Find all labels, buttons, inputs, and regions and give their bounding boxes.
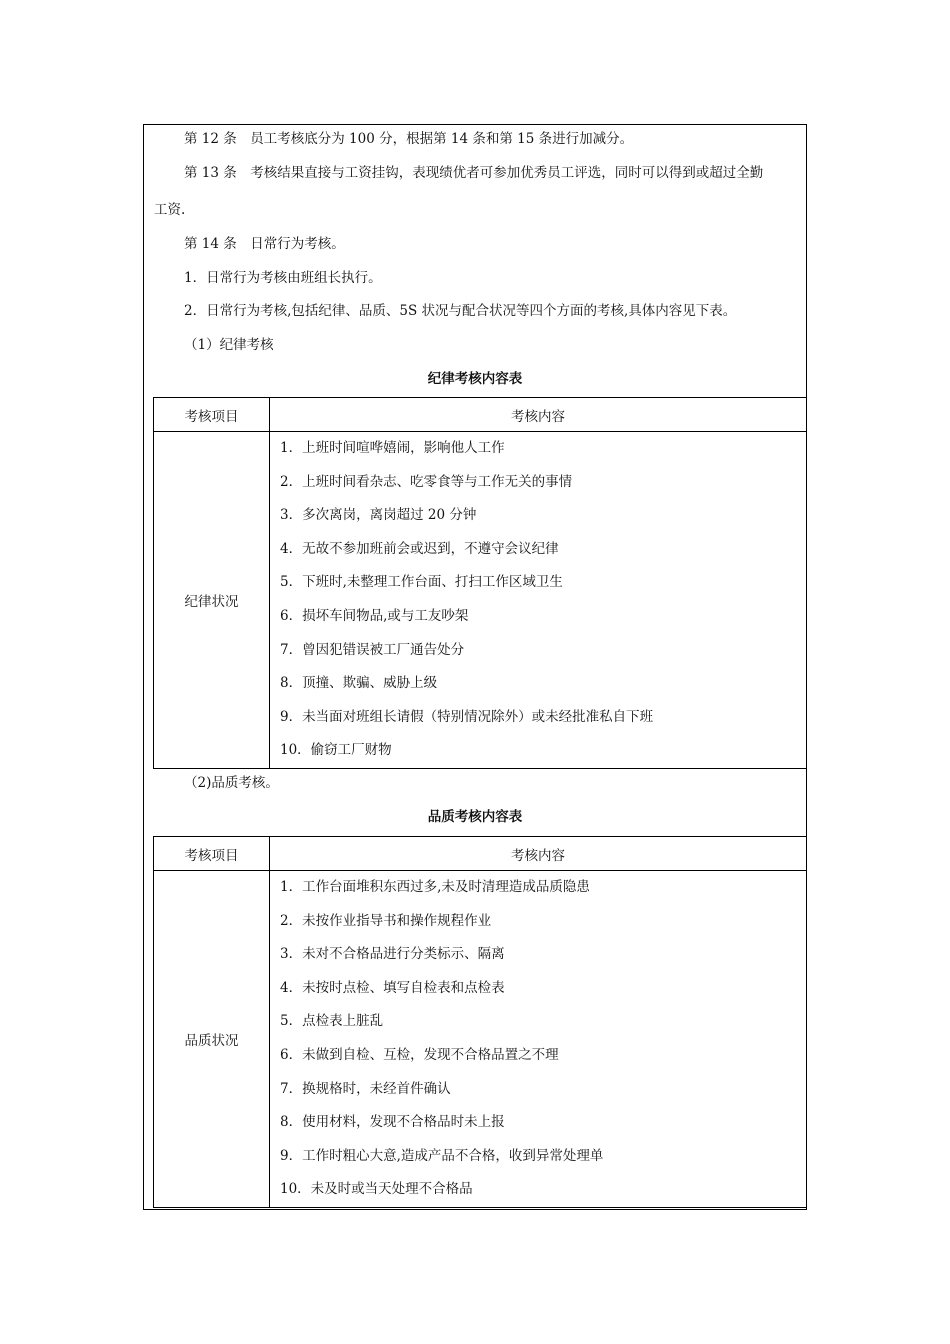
list-item: 8．顶撞、欺骗、威胁上级 bbox=[280, 675, 438, 692]
row-label: 品质状况 bbox=[154, 871, 270, 1208]
article-14-item-1: 1．日常行为考核由班组长执行。 bbox=[184, 270, 382, 286]
list-item: 6．未做到自检、互检，发现不合格品置之不理 bbox=[280, 1046, 559, 1063]
list-item: 7．曾因犯错误被工厂通告处分 bbox=[280, 641, 465, 658]
list-item: 5．下班时,未整理工作台面、打扫工作区域卫生 bbox=[280, 574, 563, 591]
list-item: 4．未按时点检、填写自检表和点检表 bbox=[280, 979, 505, 996]
article-14: 第 14 条 日常行为考核。 bbox=[184, 236, 345, 252]
list-item: 1．上班时间喧哗嬉闹，影响他人工作 bbox=[280, 440, 505, 456]
list-item: 8．使用材料，发现不合格品时未上报 bbox=[280, 1114, 505, 1131]
list-item: 9．工作时粗心大意,造成产品不合格，收到异常处理单 bbox=[280, 1147, 604, 1164]
list-item: 4．无故不参加班前会或迟到，不遵守会议纪律 bbox=[280, 540, 559, 557]
article-12: 第 12 条 员工考核底分为 100 分，根据第 14 条和第 15 条进行加减分。 bbox=[184, 131, 634, 147]
header-item: 考核项目 bbox=[154, 398, 270, 432]
header-content: 考核内容 bbox=[270, 398, 807, 432]
list-item: 10．偷窃工厂财物 bbox=[280, 742, 392, 759]
header-content: 考核内容 bbox=[270, 837, 807, 871]
row-label: 纪律状况 bbox=[154, 432, 270, 769]
article-13-line-2: 工资. bbox=[154, 202, 186, 218]
list-item: 1．工作台面堆积东西过多,未及时清理造成品质隐患 bbox=[280, 879, 590, 895]
table-header-row bbox=[154, 837, 807, 871]
list-item: 5．点检表上脏乱 bbox=[280, 1013, 384, 1030]
list-item: 2．未按作业指导书和操作规程作业 bbox=[280, 912, 492, 929]
article-14-item-2: 2．日常行为考核,包括纪律、品质、5S 状况与配合状况等四个方面的考核,具体内容见下表。 bbox=[184, 303, 737, 319]
header-item: 考核项目 bbox=[154, 837, 270, 871]
subsection-quality: （2)品质考核。 bbox=[184, 775, 279, 791]
discipline-table-caption: 纪律考核内容表 bbox=[427, 371, 523, 387]
subsection-discipline: （1）纪律考核 bbox=[184, 337, 274, 353]
table-row bbox=[154, 871, 807, 1208]
quality-table bbox=[153, 836, 807, 1208]
quality-table-caption: 品质考核内容表 bbox=[427, 809, 523, 825]
discipline-table bbox=[153, 397, 807, 769]
list-item: 7．换规格时，未经首件确认 bbox=[280, 1080, 451, 1097]
list-item: 6．损坏车间物品,或与工友吵架 bbox=[280, 607, 469, 624]
list-item: 3．未对不合格品进行分类标示、隔离 bbox=[280, 946, 505, 963]
table-header-row bbox=[154, 398, 807, 432]
list-item: 10．未及时或当天处理不合格品 bbox=[280, 1181, 473, 1198]
article-13-line-1: 第 13 条 考核结果直接与工资挂钩，表现绩优者可参加优秀员工评选，同时可以得到或超过全勤 bbox=[184, 165, 764, 181]
list-item: 9．未当面对班组长请假（特别情况除外）或未经批准私自下班 bbox=[280, 708, 654, 725]
document-frame bbox=[143, 124, 807, 1210]
content-list bbox=[270, 432, 807, 769]
list-item: 3．多次离岗，离岗超过 20 分钟 bbox=[280, 507, 477, 524]
table-row bbox=[154, 432, 807, 769]
list-item: 2．上班时间看杂志、吃零食等与工作无关的事情 bbox=[280, 473, 573, 490]
content-list bbox=[270, 871, 807, 1208]
